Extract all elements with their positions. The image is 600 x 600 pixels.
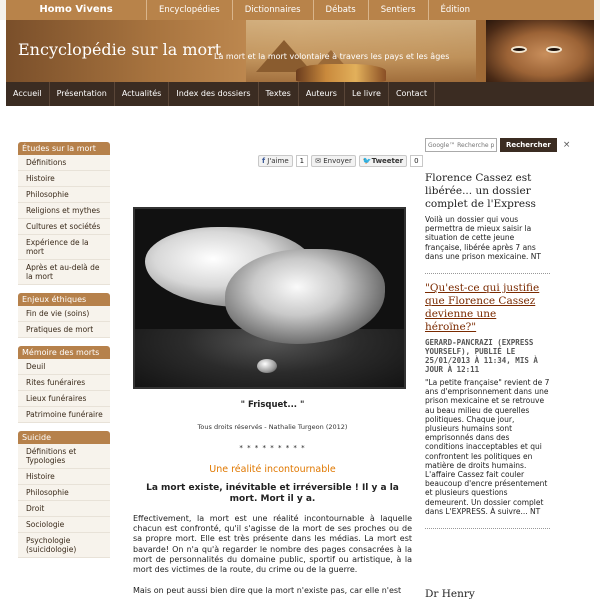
sidebar-heading-memoire[interactable]: Mémoire des morts [18,346,110,359]
portrait-eye-left [511,46,527,53]
main-navigation [6,82,594,106]
tweet-button[interactable] [359,155,407,167]
topnav-edition[interactable]: Édition [428,0,482,20]
right-column [425,172,550,537]
tweet-count: 0 [410,155,422,167]
sidebar-item-suicide-definitions[interactable]: Définitions et Typologies [18,444,110,469]
sidebar-item-pratiques[interactable]: Pratiques de mort [18,322,110,338]
brand-homo-vivens[interactable]: Homo Vivens [39,4,113,15]
photo-ice-drop [257,359,277,373]
article-lead: La mort existe, inévitable et irréversible ! Il y a la mort. Mort il y a. [146,483,399,504]
send-button[interactable] [311,155,356,167]
site-banner [6,20,594,82]
sidebar-item-philosophie[interactable]: Philosophie [18,187,110,203]
nav-le-livre[interactable]: Le livre [345,82,389,106]
search-button[interactable]: Rechercher [500,138,557,152]
social-buttons [258,155,423,167]
nav-index-dossiers[interactable]: Index des dossiers [169,82,258,106]
nav-presentation[interactable]: Présentation [50,82,115,106]
sidebar-item-fin-de-vie[interactable]: Fin de vie (soins) [18,306,110,322]
article-photo [133,207,406,389]
nav-auteurs[interactable]: Auteurs [299,82,345,106]
close-icon[interactable]: × [562,140,571,150]
article-paragraph-2: Mais on peut aussi bien dire que la mort n'existe pas, car elle n'est [133,586,402,595]
site-title[interactable]: Encyclopédie sur la mort [18,40,222,59]
send-label: Envoyer [323,157,352,165]
sidebar-item-suicide-histoire[interactable]: Histoire [18,469,110,485]
like-count: 1 [296,155,308,167]
news-meta-2: GERARD-PANCRAZI (EXPRESS YOURSELF), PUBLIÉ LE 25/01/2013 À 11:34, MIS À JOUR À 12:11 [425,338,538,375]
sidebar-item-suicide-philosophie[interactable]: Philosophie [18,485,110,501]
sidebar-heading-enjeux[interactable]: Enjeux éthiques [18,293,110,306]
news-title-3[interactable]: Dr Henry [425,588,475,600]
sidebar-group-suicide [18,431,110,558]
sidebar-item-deuil[interactable]: Deuil [18,359,110,375]
sidebar-item-lieux[interactable]: Lieux funéraires [18,391,110,407]
sidebar-heading-suicide[interactable]: Suicide [18,431,110,444]
top-navigation [6,0,594,20]
nav-accueil[interactable]: Accueil [6,82,50,106]
sidebar-item-cultures[interactable]: Cultures et sociétés [18,219,110,235]
news-title-1[interactable]: Florence Cassez est libérée... un dossier complet de l'Express [425,172,536,210]
sidebar-item-suicide-psychologie[interactable]: Psychologie (suicidologie) [18,533,110,558]
topnav-dictionnaires[interactable]: Dictionnaires [232,0,313,20]
topnav-encyclopedies[interactable]: Encyclopédies [146,0,232,20]
news-title-2[interactable]: "Qu'est-ce qui justifie que Florence Cassez devienne une héroïne?" [425,282,540,334]
nav-actualites[interactable]: Actualités [115,82,170,106]
sidebar-item-religions[interactable]: Religions et mythes [18,203,110,219]
twitter-icon: 🐦 [362,157,372,165]
portrait-eye-right [546,46,562,53]
site-tagline: La mort et la mort volontaire à travers les pays et les âges [214,52,450,61]
nav-contact[interactable]: Contact [389,82,435,106]
topnav-sentiers[interactable]: Sentiers [368,0,428,20]
golden-mask-image [296,64,386,82]
like-label: J'aime [267,157,289,165]
sidebar-item-apres[interactable]: Après et au-delà de la mort [18,260,110,285]
sidebar-group-etudes [18,142,110,285]
dotted-divider-2 [425,528,550,529]
sidebar-item-suicide-sociologie[interactable]: Sociologie [18,517,110,533]
left-sidebar [18,142,110,566]
dotted-divider [425,273,550,274]
sidebar-item-rites[interactable]: Rites funéraires [18,375,110,391]
send-icon: ✉ [315,157,321,165]
article-paragraph-1: Effectivement, la mort est une réalité incontournable à laquelle chacun est confronté, qu'il s'agisse de la mort de ses proches ou de sa propre mort. Elle est très présente dans les médias. La mort est bavarde! On n'a qu'à regarder le nombre des pages consacrées à la mort de personnalités du domaine public, sportif ou artistique, à la mort des victimes de la route, du crime ou de la guerre. [133,514,412,575]
article-subheading: Une réalité incontournable [209,464,336,475]
news-text-1: Voilà un dossier qui vous permettra de mieux saisir la situation de cette jeune française, libérée après 7 ans dans une prison mexicaine. NT [425,215,541,261]
sidebar-item-definitions[interactable]: Définitions [18,155,110,171]
news-text-2: "La petite française" revient de 7 ans d'emprisonnement dans une prison mexicaine et se retrouve au beau milieu de querelles politiques. Chaque jour, plusieurs humains sont emprisonnés dans des conditions inacceptables et qui confrontent les politiques en matière de droits humains. L'affaire Cassez fait couler beaucoup d'encre présentement et plusieurs questions demeurent. Un dossier complet dans L'EXPRESS. À suivre... NT [425,378,550,516]
sidebar-heading-etudes[interactable]: Études sur la mort [18,142,110,155]
sidebar-group-memoire [18,346,110,423]
search-input[interactable] [425,138,497,152]
facebook-like-button[interactable] [258,155,293,167]
sidebar-item-experience[interactable]: Expérience de la mort [18,235,110,260]
portrait-image [486,20,594,82]
separator-stars: * * * * * * * * * [239,444,306,452]
tweet-label: Tweeter [371,157,404,165]
sidebar-item-histoire[interactable]: Histoire [18,171,110,187]
facebook-icon: f [262,157,266,165]
sidebar-item-suicide-droit[interactable]: Droit [18,501,110,517]
topnav-debats[interactable]: Débats [313,0,368,20]
search-bar [425,138,570,152]
photo-caption: " Frisquet... " [240,400,305,410]
sidebar-group-enjeux [18,293,110,338]
sidebar-item-patrimoine[interactable]: Patrimoine funéraire [18,407,110,423]
nav-textes[interactable]: Textes [259,82,299,106]
photo-rights: Tous droits réservés - Nathalie Turgeon (2012) [197,423,348,431]
